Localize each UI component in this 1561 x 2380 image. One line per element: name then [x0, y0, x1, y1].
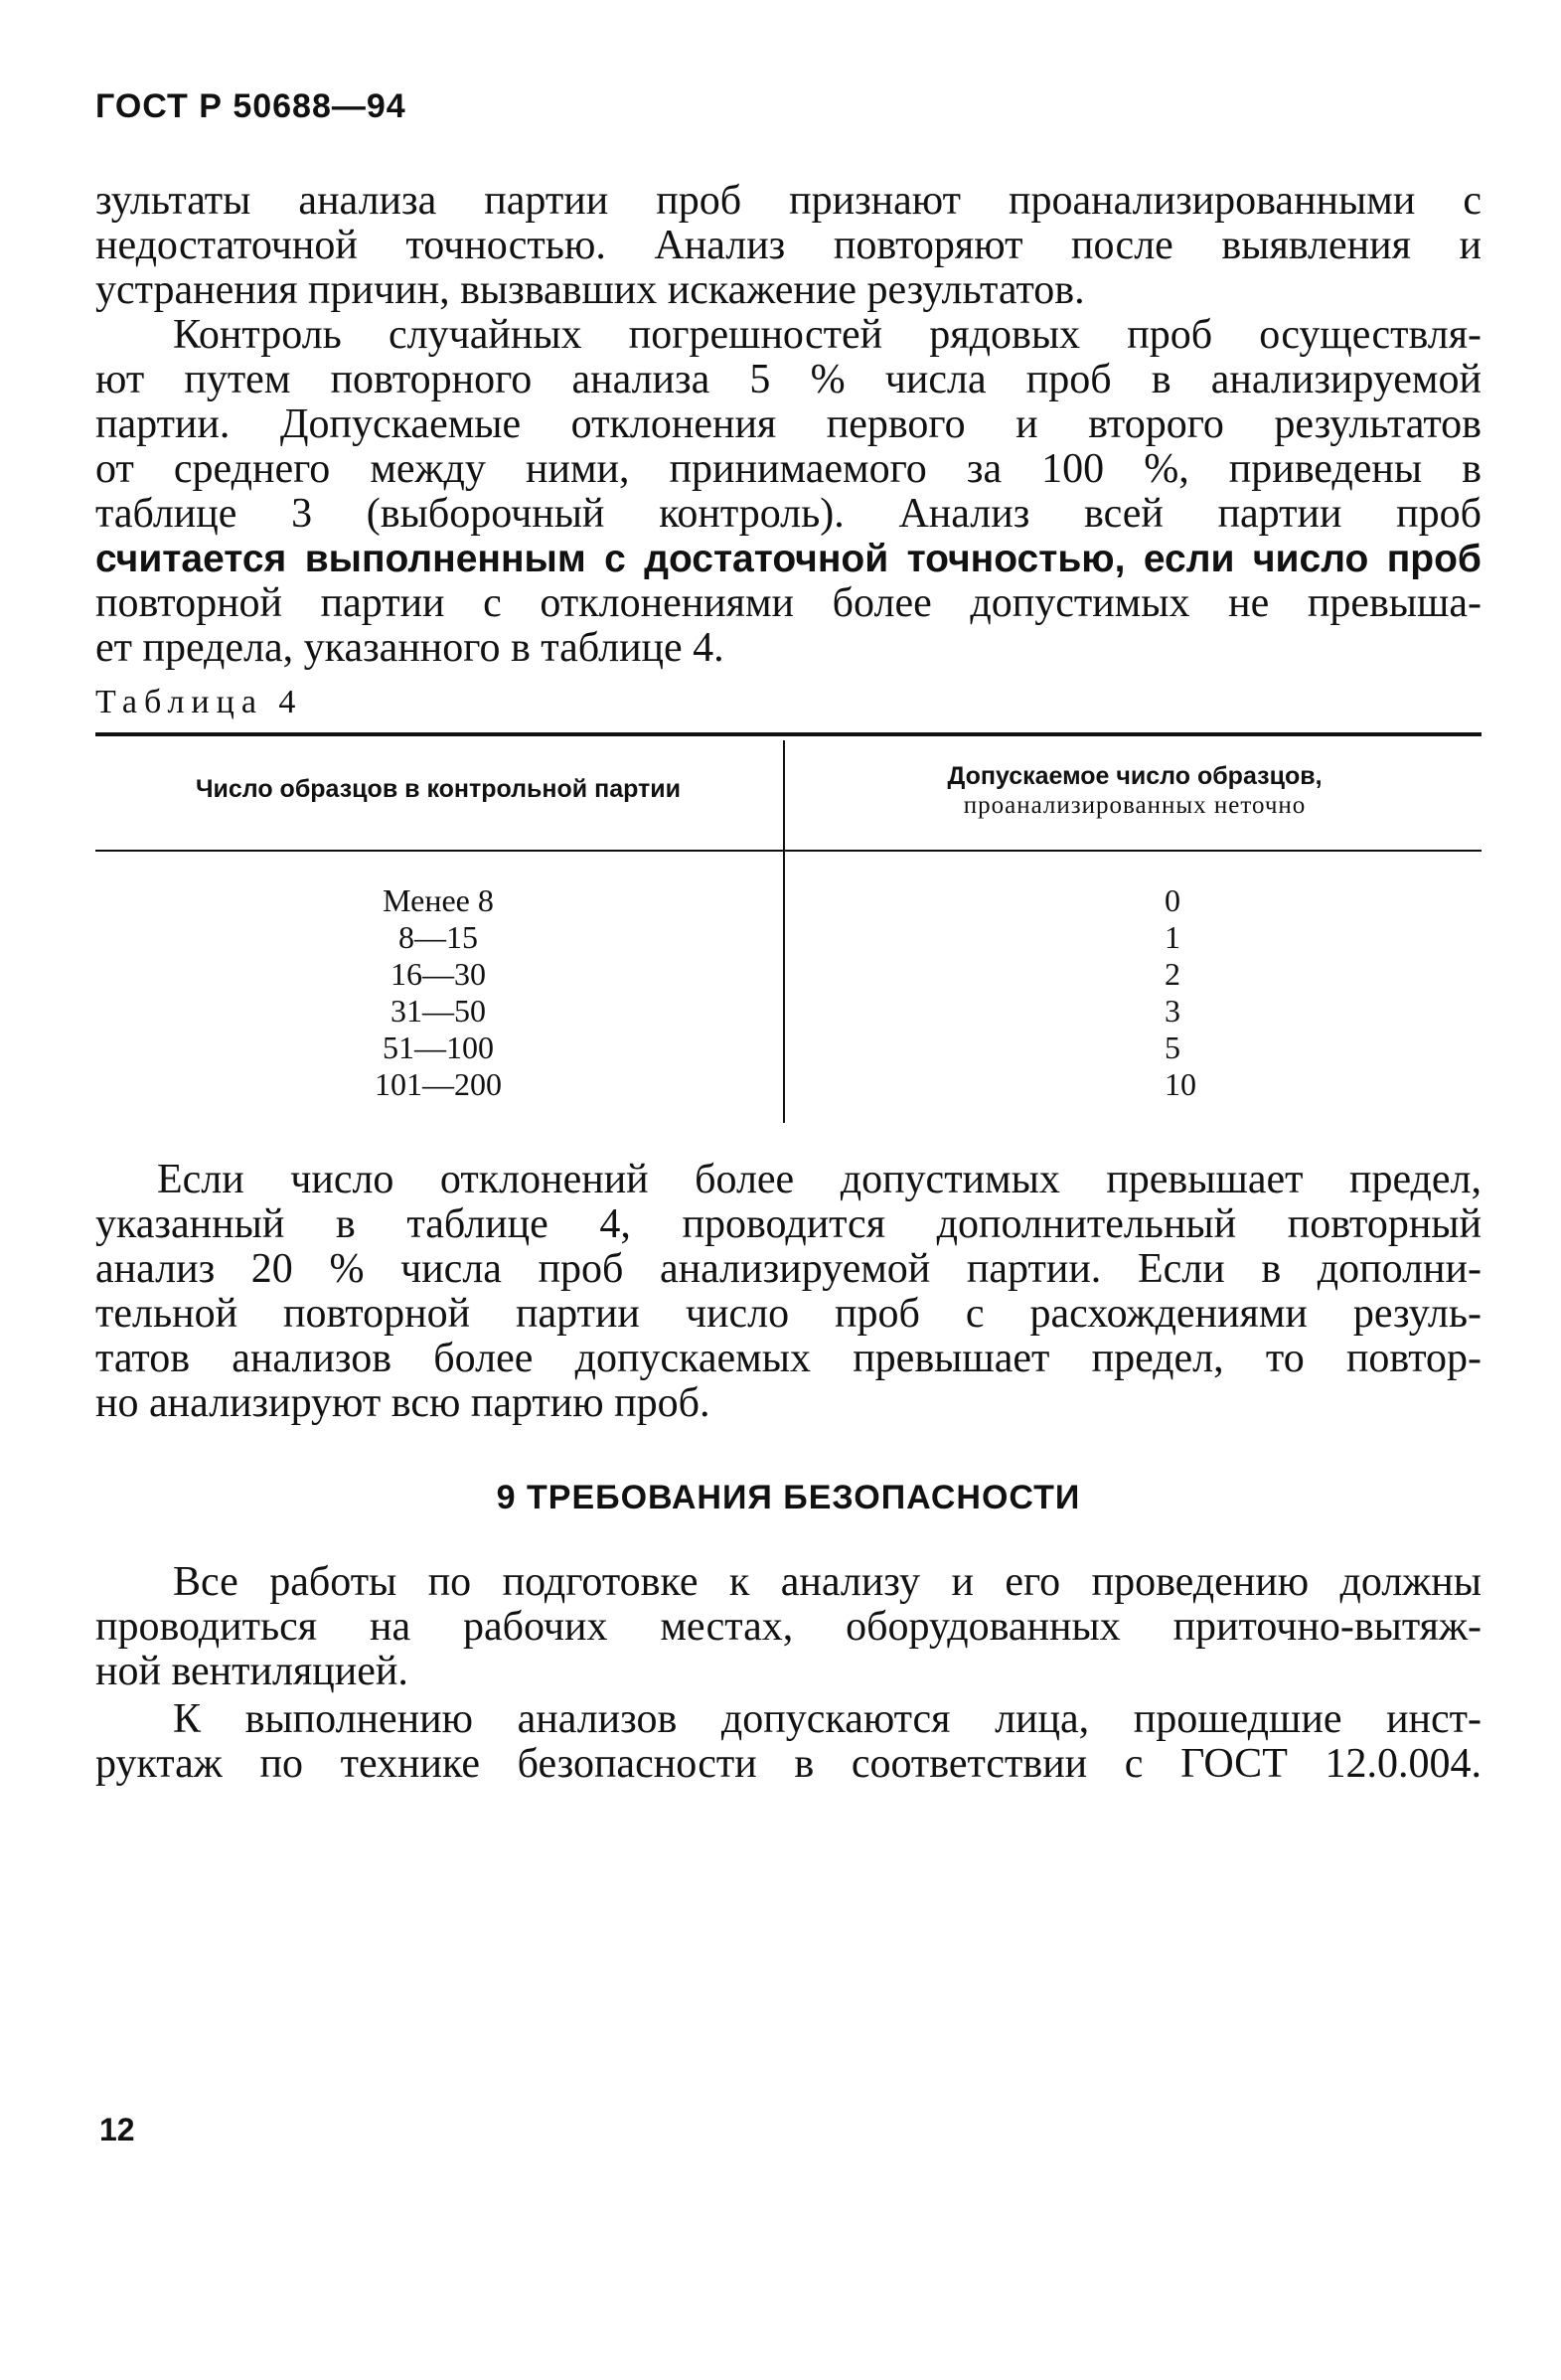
table-header-allowed-count-normal: проанализированных неточно: [963, 792, 1307, 819]
table-column-allowed-count: [787, 882, 1561, 1103]
table-cell: Менее 8: [383, 882, 494, 918]
text-line: татов анализов более допускаемых превышает предел, то повтор-: [95, 1337, 1482, 1381]
table-cell: 0: [1165, 882, 1180, 918]
table-header-rule: [95, 850, 1482, 852]
text-line: ет предела, указанного в таблице 4.: [95, 626, 724, 671]
table-cell: 10: [1165, 1066, 1196, 1102]
text-line: проводиться на рабочих местах, оборудованных приточно-вытяж-: [95, 1605, 1482, 1650]
text-line: зультаты анализа партии проб признают проанализированными с: [95, 179, 1482, 224]
text-line: от среднего между ними, принимаемого за 100 %, приведены в: [95, 447, 1482, 492]
table-header-allowed-count-bold: Допускаемое число образцов,: [947, 762, 1323, 790]
text-line: ют путем повторного анализа 5 % числа проб в анализируемой: [95, 358, 1482, 402]
table-header-sample-count: Число образцов в контрольной партии: [195, 775, 682, 803]
text-line: тельной повторной партии число проб с расхождениями резуль-: [95, 1292, 1482, 1337]
table-cell: 51—100: [383, 1030, 494, 1065]
table-cell: 2: [1165, 956, 1180, 992]
section-title: 9 ТРЕБОВАНИЯ БЕЗОПАСНОСТИ: [496, 1479, 1081, 1516]
text-line: анализ 20 % числа проб анализируемой партии. Если в дополни-: [95, 1247, 1482, 1292]
table-cell: 31—50: [390, 993, 486, 1029]
text-line: но анализируют всю партию проб.: [95, 1381, 710, 1426]
document-header: ГОСТ Р 50688—94: [95, 87, 406, 125]
text-line: Все работы по подготовке к анализу и его проведению должны: [173, 1560, 1482, 1605]
table-top-rule: [95, 732, 1482, 736]
text-line: устранения причин, вызвавших искажение результатов.: [95, 268, 1085, 313]
table-cell: 1: [1165, 919, 1180, 955]
table-column-divider: [783, 740, 785, 1123]
paragraph-results: [95, 179, 1482, 313]
paragraph-personnel: [95, 1697, 1482, 1787]
table-cell: 16—30: [390, 956, 486, 992]
text-line: ной вентиляцией.: [95, 1650, 408, 1694]
table-column-sample-count: [95, 882, 781, 1103]
table-header-allowed-count: [787, 761, 1483, 821]
text-line: партии. Допускаемые отклонения первого и второго результатов: [95, 402, 1482, 447]
page-number: 12: [99, 2112, 135, 2147]
text-line-bold: считается выполненным с достаточной точностью, если число проб: [95, 538, 1482, 580]
table-cell: 8—15: [398, 919, 478, 955]
text-line: К выполнению анализов допускаются лица, прошедшие инст-: [173, 1697, 1482, 1742]
text-line: Если число отклонений более допустимых превышает предел,: [157, 1158, 1482, 1202]
paragraph-random-errors: [95, 313, 1482, 671]
table-cell: 5: [1165, 1030, 1180, 1065]
paragraph-exceeded-limit: [95, 1158, 1482, 1426]
table-cell: 101—200: [375, 1066, 502, 1102]
table-cell: 3: [1165, 993, 1180, 1029]
table-caption: Таблица 4: [95, 684, 303, 720]
text-line: повторной партии с отклонениями более допустимых не превыша-: [95, 581, 1482, 626]
text-line: недостаточной точностью. Анализ повторяют после выявления и: [95, 224, 1482, 268]
text-line: указанный в таблице 4, проводится дополнительный повторный: [95, 1202, 1482, 1247]
text-line: руктаж по технике безопасности в соответствии с ГОСТ 12.0.004.: [95, 1742, 1482, 1787]
text-line: Контроль случайных погрешностей рядовых проб осуществля-: [173, 313, 1482, 358]
text-line: таблице 3 (выборочный контроль). Анализ всей партии проб: [95, 492, 1482, 537]
paragraph-workplaces: [95, 1560, 1482, 1694]
